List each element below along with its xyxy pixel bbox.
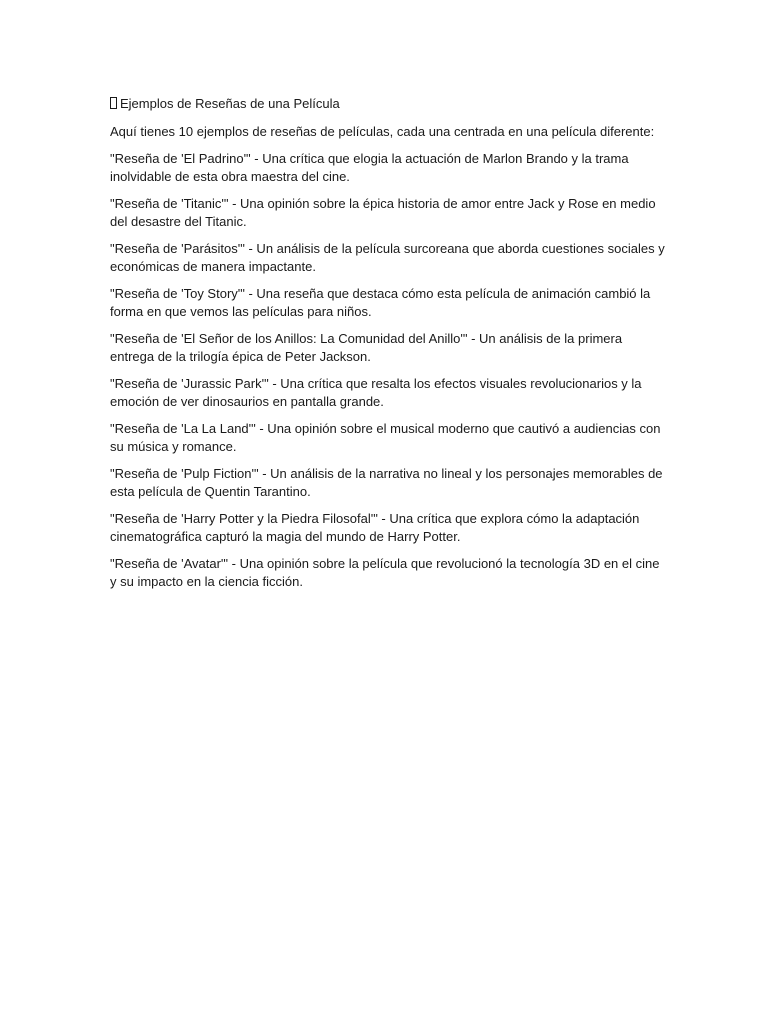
missing-glyph-icon bbox=[110, 97, 117, 109]
document-title-text: Ejemplos de Reseñas de una Película bbox=[120, 96, 340, 111]
review-paragraph-8: "Reseña de 'Pulp Fiction'" - Un análisis de la narrativa no lineal y los personajes memorables de esta película de Quentin Tarantino. bbox=[110, 466, 663, 499]
review-paragraph-10: "Reseña de 'Avatar'" - Una opinión sobre la película que revolucionó la tecnología 3D en el cine y su impacto en la ciencia ficción. bbox=[110, 556, 660, 589]
review-paragraph-7: "Reseña de 'La La Land'" - Una opinión sobre el musical moderno que cautivó a audiencias con su música y romance. bbox=[110, 421, 661, 454]
review-paragraph-1: "Reseña de 'El Padrino'" - Una crítica que elogia la actuación de Marlon Brando y la trama inolvidable de esta obra maestra del cine. bbox=[110, 151, 629, 184]
document-title bbox=[110, 95, 668, 113]
review-paragraph-2: "Reseña de 'Titanic'" - Una opinión sobre la épica historia de amor entre Jack y Rose en medio del desastre del Titanic. bbox=[110, 196, 656, 229]
review-paragraph-9: "Reseña de 'Harry Potter y la Piedra Filosofal'" - Una crítica que explora cómo la adaptación cinematográfica capturó la magia del mundo de Harry Potter. bbox=[110, 511, 640, 544]
intro-paragraph: Aquí tienes 10 ejemplos de reseñas de películas, cada una centrada en una película diferente: bbox=[110, 124, 655, 139]
review-paragraph-3: "Reseña de 'Parásitos'" - Un análisis de la película surcoreana que aborda cuestiones sociales y económicas de manera impactante. bbox=[110, 241, 665, 274]
review-paragraph-5: "Reseña de 'El Señor de los Anillos: La Comunidad del Anillo'" - Un análisis de la primera entrega de la trilogía épica de Peter Jackson. bbox=[110, 331, 623, 364]
review-paragraph-6: "Reseña de 'Jurassic Park'" - Una crítica que resalta los efectos visuales revolucionarios y la emoción de ver dinosaurios en pantalla grande. bbox=[110, 376, 642, 409]
review-paragraph-4: "Reseña de 'Toy Story'" - Una reseña que destaca cómo esta película de animación cambió la forma en que vemos las películas para niños. bbox=[110, 286, 651, 319]
